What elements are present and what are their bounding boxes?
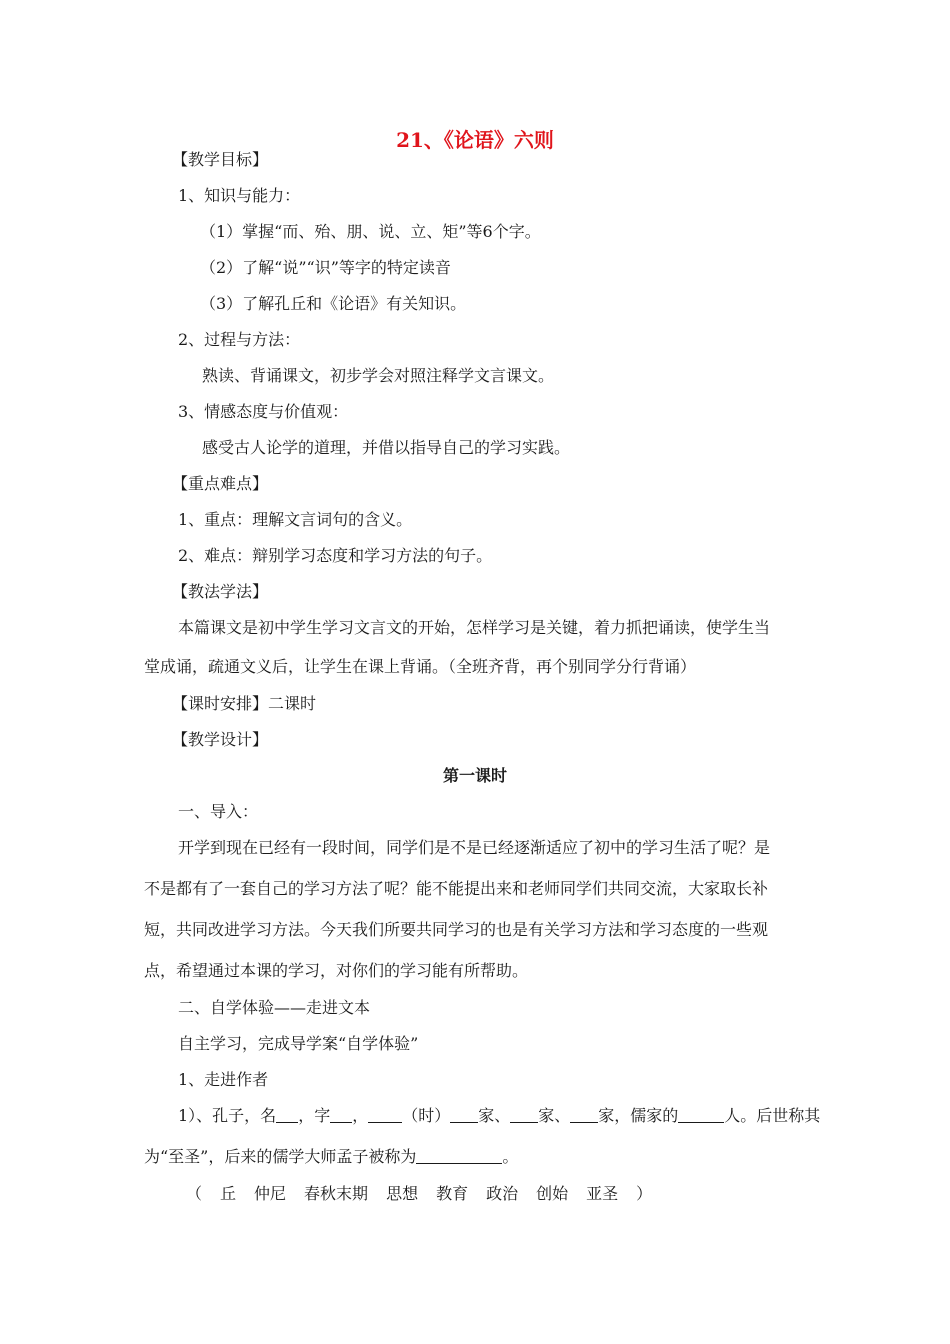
goals-header: 【教学目标】	[172, 150, 269, 169]
self-study-text: 自主学习，完成导学案“自学体验”	[178, 1034, 419, 1053]
key-point: 2、难点：辩别学习态度和学习方法的句子。	[178, 546, 493, 565]
fill-text: 人。后世称其	[724, 1106, 821, 1125]
answer-blank[interactable]	[450, 1106, 478, 1123]
fill-text: 为“至圣”，后来的儒学大师孟子被称为	[144, 1147, 417, 1166]
goal3-label: 3、情感态度与价值观：	[178, 402, 349, 421]
schedule: 【课时安排】二课时	[172, 694, 317, 713]
fill-blank-line	[178, 1106, 820, 1126]
method-header: 【教法学法】	[172, 582, 269, 601]
choice-word: 创始	[536, 1184, 569, 1203]
lesson1-title: 第一课时	[442, 766, 507, 785]
method-line: 本篇课文是初中学生学习文言文的开始，怎样学习是关键，着力抓把诵读，使学生当	[178, 618, 771, 637]
intro-line: 不是都有了一套自己的学习方法了呢？能不能提出来和老师同学们共同交流，大家取长补	[144, 879, 769, 898]
goal3-text: 感受古人论学的道理，并借以指导自己的学习实践。	[202, 438, 571, 457]
goal1-label: 1、知识与能力：	[178, 186, 301, 205]
choice-open: （	[186, 1184, 203, 1203]
design-header: 【教学设计】	[172, 730, 269, 749]
goal2-text: 熟读、背诵课文，初步学会对照注释学文言课文。	[202, 366, 555, 385]
fill-text: 家、	[538, 1106, 571, 1125]
answer-blank[interactable]	[416, 1147, 502, 1164]
word-choices	[186, 1184, 670, 1204]
method-line: 堂成诵，疏通文义后，让学生在课上背诵。（全班齐背，再个别同学分行背诵）	[144, 657, 697, 676]
choice-word: 丘	[220, 1184, 237, 1203]
intro-line: 点，希望通过本课的学习，对你们的学习能有所帮助。	[144, 961, 529, 980]
fill-blank-line	[144, 1147, 518, 1167]
author-label: 1、走进作者	[178, 1070, 269, 1089]
choice-word: 政治	[486, 1184, 519, 1203]
choice-word: 教育	[436, 1184, 469, 1203]
answer-blank[interactable]	[368, 1106, 402, 1123]
goal2-label: 2、过程与方法：	[178, 330, 301, 349]
self-study-label: 二、自学体验——走进文本	[178, 998, 371, 1017]
key-header: 【重点难点】	[172, 474, 269, 493]
answer-blank[interactable]	[570, 1106, 598, 1123]
key-point: 1、重点：理解文言词句的含义。	[178, 510, 413, 529]
fill-text: 家，儒家的	[598, 1106, 679, 1125]
answer-blank[interactable]	[330, 1106, 352, 1123]
intro-line: 短，共同改进学习方法。今天我们所要共同学习的也是有关学习方法和学习态度的一些观	[144, 920, 769, 939]
answer-blank[interactable]	[510, 1106, 538, 1123]
intro-label: 一、导入：	[178, 802, 259, 821]
document-title: 21、《论语》六则	[396, 128, 554, 152]
choice-word: 思想	[386, 1184, 419, 1203]
answer-blank[interactable]	[678, 1106, 724, 1123]
fill-text: 1）、孔子，名	[178, 1106, 277, 1125]
fill-text: 家、	[478, 1106, 511, 1125]
fill-text: ，	[352, 1106, 369, 1125]
answer-blank[interactable]	[276, 1106, 298, 1123]
goal1-item: （3）了解孔丘和《论语》有关知识。	[200, 294, 467, 313]
fill-text: 。	[502, 1147, 519, 1166]
fill-text: ，字	[298, 1106, 331, 1125]
goal1-item: （2）了解“说”“识”等字的特定读音	[200, 258, 451, 277]
fill-text: （时）	[402, 1106, 451, 1125]
intro-line: 开学到现在已经有一段时间，同学们是不是已经逐渐适应了初中的学习生活了呢？是	[178, 838, 771, 857]
choice-word: 亚圣	[586, 1184, 619, 1203]
choice-word: 仲尼	[254, 1184, 287, 1203]
goal1-item: （1）掌握“而、殆、朋、说、立、矩”等6个字。	[200, 222, 541, 241]
choice-word: 春秋末期	[304, 1184, 369, 1203]
choice-close: ）	[636, 1184, 653, 1203]
